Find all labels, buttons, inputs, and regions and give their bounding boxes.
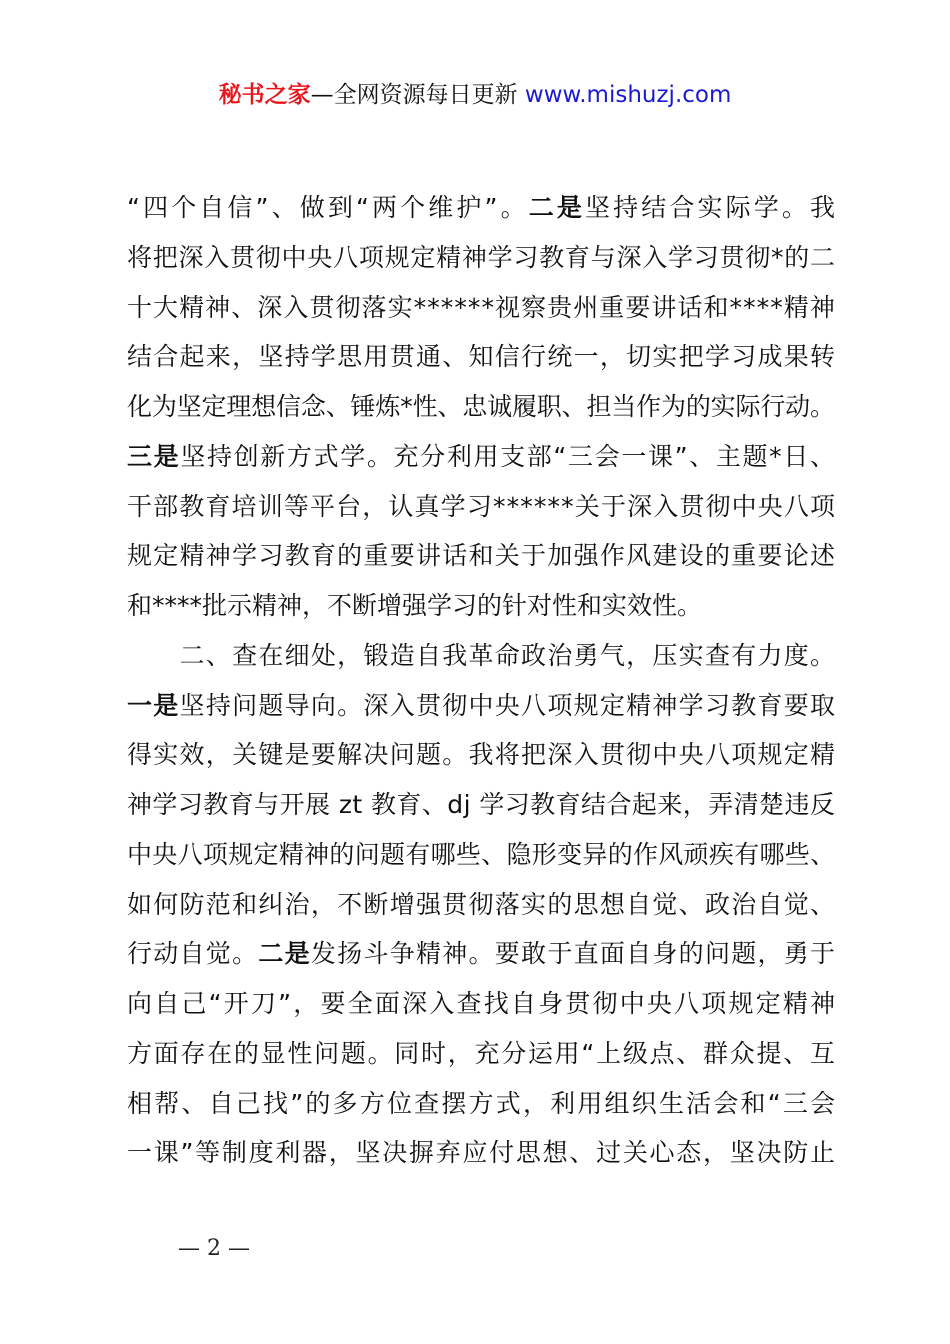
text-segment: 相帮、自己找”的多方位查摆方式，利用组织生活会和“三会 bbox=[127, 1088, 838, 1118]
text-line bbox=[127, 1128, 837, 1178]
text-segment: 化为坚定理想信念、锤炼*性、忠诚履职、担当作为的实际行动。 bbox=[127, 392, 835, 421]
bold-lead-phrase: 三是 bbox=[127, 441, 181, 471]
text-line bbox=[127, 531, 837, 581]
text-line bbox=[127, 332, 837, 382]
text-line bbox=[127, 581, 837, 631]
document-body bbox=[127, 183, 837, 1178]
text-segment: 坚持问题导向。深入贯彻中央八项规定精神学习教育要取 bbox=[179, 690, 837, 720]
bold-lead-phrase: 二是 bbox=[258, 939, 311, 969]
text-segment: 规定精神学习教育的重要讲话和关于加强作风建设的重要论述 bbox=[127, 541, 837, 571]
bold-lead-phrase: 一是 bbox=[127, 690, 180, 720]
text-segment: 一课”等制度利器，坚决摒弃应付思想、过关心态，坚决防止 bbox=[127, 1138, 837, 1168]
text-segment: 行动自觉。 bbox=[127, 939, 259, 969]
site-header bbox=[0, 80, 950, 110]
site-tagline: —全网资源每日更新 bbox=[310, 82, 518, 108]
text-line bbox=[127, 681, 837, 731]
text-line bbox=[127, 929, 837, 979]
text-line bbox=[127, 979, 837, 1029]
text-segment: 干部教育培训等平台，认真学习******关于深入贯彻中央八项 bbox=[127, 491, 837, 521]
text-segment: 向自己“开刀”，要全面深入查找自身贯彻中央八项规定精神 bbox=[127, 989, 838, 1018]
text-segment: 结合起来，坚持学思用贯通、知信行统一，切实把学习成果转 bbox=[127, 342, 837, 372]
text-line bbox=[127, 382, 837, 432]
text-line bbox=[127, 233, 837, 283]
text-segment: 发扬斗争精神。要敢于直面自身的问题，勇于 bbox=[310, 939, 837, 969]
page-number: — 2 — bbox=[178, 1236, 250, 1261]
text-line bbox=[127, 880, 837, 930]
text-segment: 坚持创新方式学。充分利用支部“三会一课”、主题*日、 bbox=[180, 441, 837, 471]
site-url[interactable]: www.mishuzj.com bbox=[524, 82, 732, 108]
text-line bbox=[127, 283, 837, 333]
text-segment: 十大精神、深入贯彻落实******视察贵州重要讲话和****精神 bbox=[127, 292, 836, 322]
bold-lead-phrase: 二是 bbox=[528, 193, 585, 222]
text-line bbox=[127, 830, 837, 880]
text-segment: “四个自信”、做到“两个维护”。 bbox=[127, 193, 529, 222]
text-line bbox=[127, 183, 837, 233]
text-line bbox=[127, 432, 837, 482]
text-line bbox=[127, 730, 837, 780]
text-segment: 神学习教育与开展 zt 教育、dj 学习教育结合起来，弄清楚违反 bbox=[127, 790, 836, 819]
text-line bbox=[127, 482, 837, 532]
text-line bbox=[127, 1029, 837, 1079]
text-segment: 将把深入贯彻中央八项规定精神学习教育与深入学习贯彻*的二 bbox=[127, 242, 836, 272]
site-brand: 秘书之家 bbox=[218, 82, 311, 108]
text-segment: 如何防范和纠治，不断增强贯彻落实的思想自觉、政治自觉、 bbox=[127, 889, 837, 919]
text-line bbox=[127, 631, 837, 681]
text-segment: 坚持结合实际学。我 bbox=[584, 193, 839, 222]
text-segment: 中央八项规定精神的问题有哪些、隐形变异的作风顽疾有哪些、 bbox=[127, 839, 836, 869]
text-line bbox=[127, 1079, 837, 1129]
text-line bbox=[127, 780, 837, 830]
text-segment: 方面存在的显性问题。同时，充分运用“上级点、群众提、互 bbox=[127, 1038, 837, 1068]
text-segment: 二、查在细处，锻造自我革命政治勇气，压实查有力度。 bbox=[127, 640, 837, 670]
text-segment: 得实效，关键是要解决问题。我将把深入贯彻中央八项规定精 bbox=[127, 740, 837, 770]
text-segment: 和****批示精神，不断增强学习的针对性和实效性。 bbox=[127, 591, 703, 620]
